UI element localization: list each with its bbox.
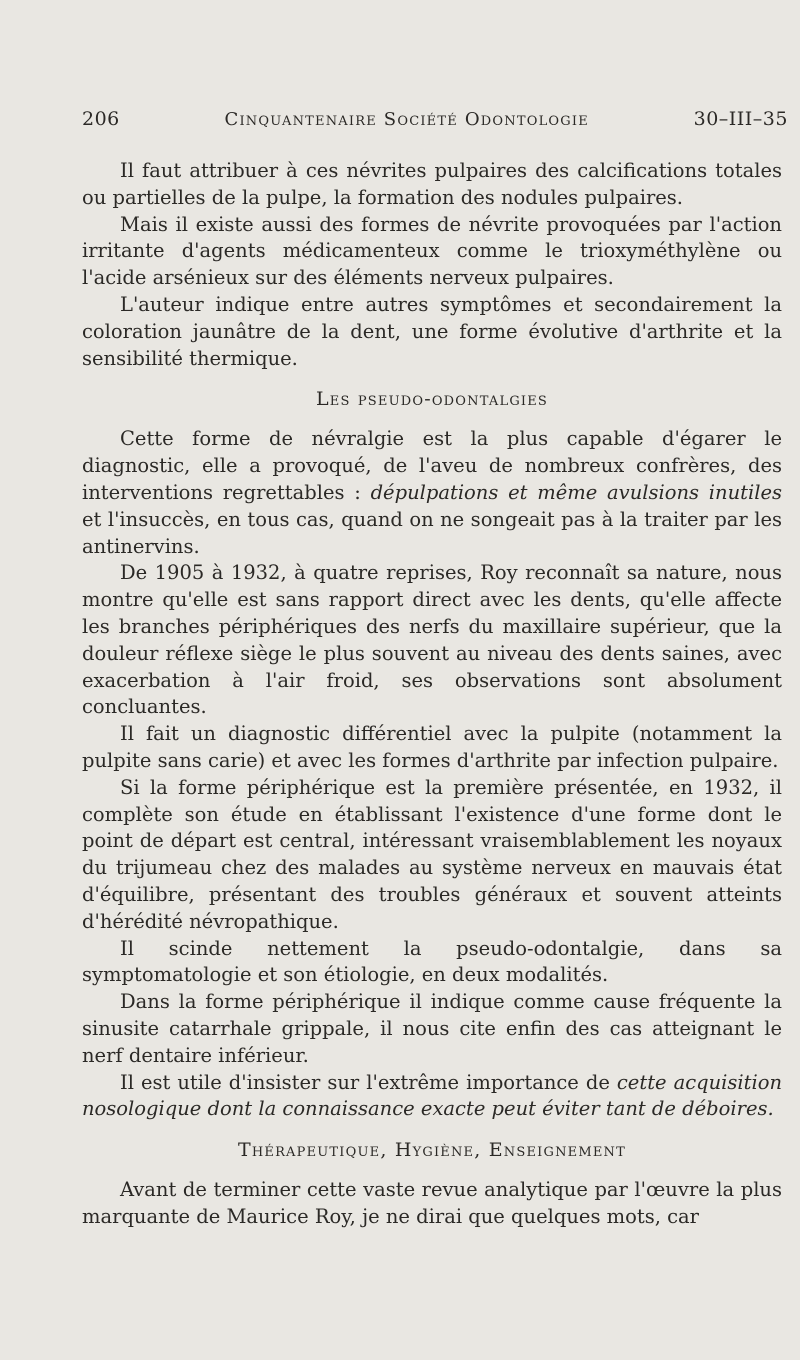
paragraph-10 [82,1070,782,1124]
paragraph-4 [82,426,782,560]
page-number: 206 [82,108,120,130]
paragraph-2: Mais il existe aussi des formes de névrite provoquées par l'action irritante d'agents médicamenteux comme le trioxyméthylène ou l'acide arsénieux sur des éléments nerveux pulpaires. [82,212,782,290]
paragraph-11: Avant de terminer cette vaste revue analytique par l'œuvre la plus marquante de Maurice Roy, je ne dirai que quelques mots, car [82,1178,782,1228]
paragraph-9: Dans la forme périphérique il indique comme cause fréquente la sinusite catarrhale grippale, il nous cite enfin des cas atteignant le nerf dentaire inférieur. [82,990,782,1067]
paragraph-10-italic: cette acquisition nosologique dont la connaissance exacte peut éviter tant de déboires. [82,1070,783,1121]
paragraph-7: Si la forme périphérique est la première présentée, en 1932, il complète son étude en établissant l'existence d'une forme dont le point de départ est central, intéressant vraisemblablement les noyaux du trijumeau chez des malades au système nerveux en mauvais état d'équilibre, présentant des troubles généraux et souvent atteints d'hérédité névropathique. [82,775,782,933]
running-title: Cinquantenaire Société Odontologie [224,109,589,130]
running-header [82,108,788,130]
paragraph-6: Il fait un diagnostic différentiel avec la pulpite (notamment la pulpite sans carie) et avec les formes d'arthrite par infection pulpaire. [82,722,782,772]
paragraph-5: De 1905 à 1932, à quatre reprises, Roy reconnaît sa nature, nous montre qu'elle est sans rapport direct avec les dents, qu'elle affecte les branches périphériques des nerfs du maxillaire supérieur, que la douleur réflexe siège le plus souvent au niveau des dents saines, avec exacerbation à l'air froid, ses observations sont absolument concluantes. [82,561,782,719]
paragraph-4-italic: dépulpations et même avulsions inutiles [370,480,782,504]
page-body [82,158,782,1231]
header-date: 30–III–35 [693,108,788,130]
paragraph-4-text-end: et l'insuccès, en tous cas, quand on ne songeait pas à la traiter par les antinervins. [82,507,782,558]
section-heading-therapeutique: Thérapeutique, Hygiène, Enseignement [237,1139,627,1162]
paragraph-8: Il scinde nettement la pseudo-odontalgie, dans sa symptomatologie et son étiologie, en deux modalités. [82,936,782,987]
paragraph-1: Il faut attribuer à ces névrites pulpaires des calcifications totales ou partielles de la pulpe, la formation des nodules pulpaires. [82,159,782,209]
paragraph-4-text: Cette forme de névralgie est la plus capable d'égarer le diagnostic, elle a provoqué, de l'aveu de nombreux confrères, des interventions regrettables : [82,427,782,504]
paragraph-10-text: Il est utile d'insister sur l'extrême importance de [120,1070,617,1094]
section-heading-pseudo-odontalgies: Les pseudo-odontalgies [315,388,549,411]
paragraph-3: L'auteur indique entre autres symptômes et secondairement la coloration jaunâtre de la dent, une forme évolutive d'arthrite et la sensibilité thermique. [82,292,782,370]
